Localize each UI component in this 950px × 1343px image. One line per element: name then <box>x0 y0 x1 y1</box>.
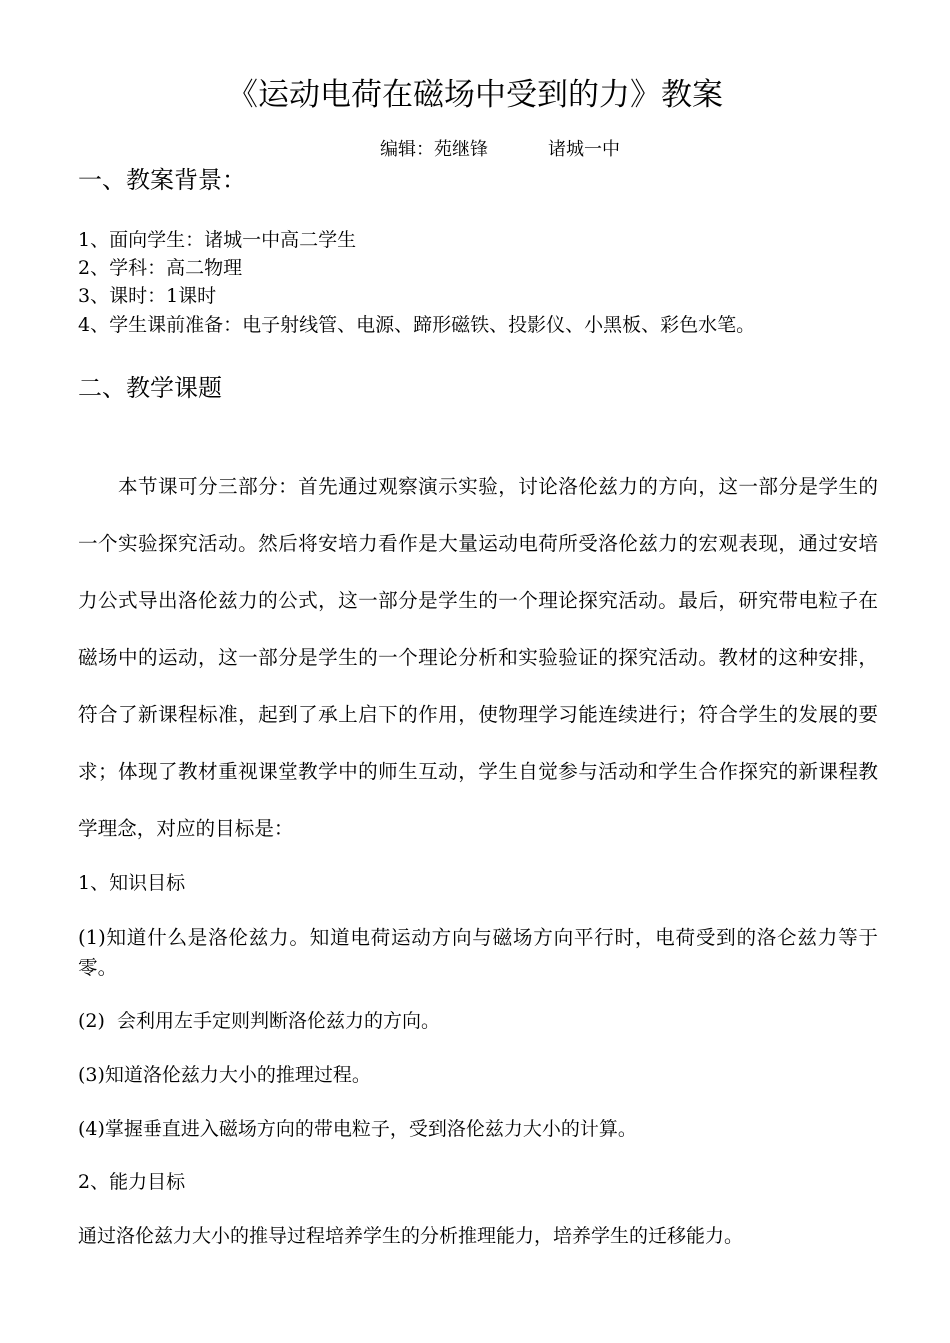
byline <box>380 136 620 164</box>
document-title: 《运动电荷在磁场中受到的力》教案 <box>227 77 723 113</box>
intro-paragraph: 本节课可分三部分：首先通过观察演示实验，讨论洛伦兹力的方向，这一部分是学生的一个实验探究活动。然后将安培力看作是大量运动电荷所受洛伦兹力的宏观表现，通过安培力公式导出洛伦兹力的公式，这一部分是学生的一个理论探究活动。最后，研究带电粒子在磁场中的运动，这一部分是学生的一个理论分析和实验验证的探究活动。教材的这种安排，符合了新课程标准，起到了承上启下的作用，使物理学习能连续进行；符合学生的发展的要求；体现了教材重视课堂教学中的师生互动，学生自觉参与活动和学生合作探究的新课程教学理念，对应的目标是： <box>78 475 878 840</box>
knowledge-goal-2: (2) 会利用左手定则判断洛伦兹力的方向。 <box>78 1010 440 1032</box>
knowledge-goal-3: (3)知道洛伦兹力大小的推理过程。 <box>78 1064 371 1086</box>
knowledge-goal-4: (4)掌握垂直进入磁场方向的带电粒子，受到洛伦兹力大小的计算。 <box>78 1118 637 1140</box>
knowledge-goals-heading: 1、知识目标 <box>78 872 186 894</box>
background-item-2: 2、学科：高二物理 <box>78 257 243 279</box>
background-item-1: 1、面向学生：诸城一中高二学生 <box>78 229 357 251</box>
ability-goal-text: 通过洛伦兹力大小的推导过程培养学生的分析推理能力，培养学生的迁移能力。 <box>78 1225 744 1247</box>
section2-heading: 二、教学课题 <box>78 374 222 402</box>
background-item-4: 4、学生课前准备：电子射线管、电源、蹄形磁铁、投影仪、小黑板、彩色水笔。 <box>78 314 756 336</box>
knowledge-goal-1: (1)知道什么是洛伦兹力。知道电荷运动方向与磁场方向平行时，电荷受到的洛仑兹力等于零。 <box>78 926 878 979</box>
editor-credit: 编辑：苑继锋 <box>380 139 488 160</box>
section1-heading: 一、教案背景： <box>78 166 246 194</box>
ability-goals-heading: 2、能力目标 <box>78 1171 186 1193</box>
school-name: 诸城一中 <box>548 139 620 160</box>
background-item-3: 3、课时：1课时 <box>78 285 217 307</box>
